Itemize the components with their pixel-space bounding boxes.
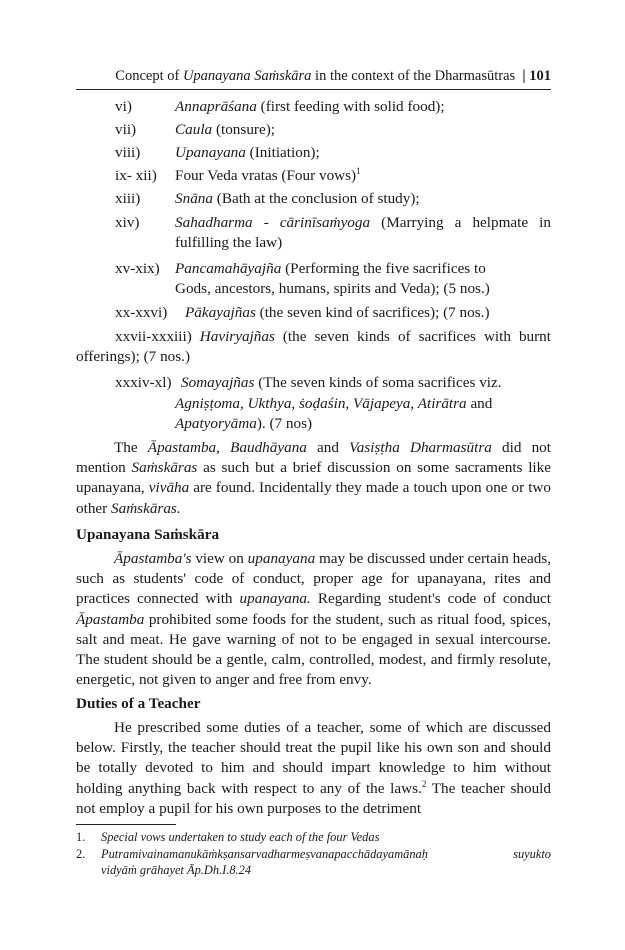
- list-item-number: xiii): [115, 190, 141, 207]
- list-item-number: xxxiv-xl): [115, 374, 172, 391]
- list-item-desc: (Bath at the conclusion of study);: [212, 190, 420, 207]
- list-item: [115, 166, 551, 186]
- header-title-post: in the context of the Dharmasūtras: [311, 68, 516, 84]
- paragraph: [76, 438, 551, 519]
- para-italic: Saṁskāras.: [111, 499, 181, 517]
- para-italic: Āpastamba's: [114, 550, 192, 567]
- list-item-desc-cont: ). (7 nos): [256, 415, 313, 432]
- list-item: [115, 143, 551, 163]
- list-item-desc: (Performing the five sacrifices to: [281, 260, 486, 277]
- list-item-term: Apatyoryāma: [175, 415, 257, 432]
- footnote-text: Putramivainamanukāṁkṣansarvadharmeṣvanapacchādayamānaḥ suyukto: [101, 847, 551, 861]
- list-item-desc: (Initiation);: [245, 144, 320, 161]
- para-italic: Vasiṣṭha Dharmasūtra: [349, 439, 492, 456]
- list-item-number: xx-xxvi): [115, 304, 168, 321]
- footnote-text-cont: vidyāṁ grāhayet Āp.Dh.I.8.24: [101, 863, 252, 877]
- para-text: view on: [191, 550, 248, 567]
- para-italic: upanayana.: [239, 590, 311, 608]
- header-rule: [76, 89, 551, 90]
- list-item: [115, 120, 551, 140]
- list-item-number: xxvii-xxxiii): [115, 328, 192, 345]
- para-text: The: [114, 439, 148, 456]
- list-item: [115, 303, 551, 323]
- para-text: ,: [216, 439, 231, 456]
- running-header: [76, 66, 551, 86]
- list-item-number: ix- xii): [115, 167, 157, 184]
- para-text: and: [306, 439, 350, 456]
- list-item: [115, 259, 551, 299]
- paragraph: [76, 718, 551, 819]
- para-text: He prescribed some duties of a teacher, some of which are discussed below. Firstly, the teacher should treat the pupil like his own son and should be totally devoted to him and should impart knowledge to him without holding anything back with respect to any of the laws.: [76, 719, 551, 797]
- footnote-rule: [76, 824, 176, 825]
- list-item-terms: Agniṣṭoma, Ukthya, ṡoḍaśin, Vājapeya, Atirātra: [175, 395, 467, 412]
- para-italic: Āpastamba: [76, 610, 145, 628]
- list-item-term: Pancamahāyajña: [175, 260, 282, 277]
- para-italic: vivāha: [148, 479, 190, 497]
- header-title-pre: Concept of: [115, 68, 183, 84]
- footnote: [76, 846, 551, 878]
- list-item-cont: [115, 394, 551, 434]
- list-item: [115, 373, 551, 393]
- footnote-number: 1.: [76, 830, 86, 844]
- para-text: may be discussed under certain heads, such as students' code of conduct, proper age for upanayana, rites and practices connected with: [76, 550, 552, 608]
- list-item-desc: (Marrying a helpmate in fulfilling the law): [175, 214, 551, 251]
- list-item-term: Snāna: [175, 190, 213, 207]
- list-item-wrapped: [76, 327, 551, 367]
- section-heading: Upanayana Saṁskāra: [76, 526, 220, 543]
- footnote-number: 2.: [76, 847, 86, 861]
- list-item-number: vii): [115, 121, 137, 138]
- list-item-term: Pākayajñas: [185, 304, 256, 321]
- list-item: [115, 213, 551, 253]
- para-italic: Baudhāyana: [230, 439, 307, 456]
- list-item-number: xv-xix): [115, 260, 160, 277]
- list-item-desc-cont: offerings); (7 nos.): [76, 348, 191, 366]
- para-text: as such but a brief discussion on some sacraments like upanayana,: [76, 459, 551, 497]
- footnote-text: Special vows undertaken to study each of the four Vedas: [101, 830, 380, 844]
- list-item-number: vi): [115, 98, 132, 115]
- list-item-desc: Four Veda vratas (Four vows): [175, 167, 357, 184]
- header-title-italic: Upanayana Saṁskāra: [182, 68, 312, 84]
- para-text: prohibited some foods for the student, such as ritual food, spices, salt and meat. He gave warning of not to be engaged in sexual intercourse. The student should be a gentle, calm, controlled, modest, and firmly resolute, energetic, not given to anger and free from envy.: [76, 610, 551, 689]
- list-item: [115, 97, 551, 117]
- paragraph: [76, 549, 551, 690]
- footnote-ref: 2: [421, 778, 427, 789]
- footnote-ref: 1: [356, 165, 361, 176]
- list-item-term: Annaprāśana: [175, 98, 257, 115]
- para-text: The teacher should not employ a pupil for his own purposes to the detriment: [76, 779, 551, 817]
- para-text: did not mention: [76, 439, 551, 477]
- para-italic: upanayana: [247, 550, 316, 567]
- list-item-term: Upanayana: [175, 144, 246, 161]
- list-item-desc: (tonsure);: [212, 121, 275, 138]
- para-italic: Saṁskāras: [131, 459, 198, 477]
- list-item-desc: (the seven kind of sacrifices); (7 nos.): [255, 304, 490, 321]
- list-item-term: Haviryajñas: [199, 328, 275, 345]
- list-item-term: Caula: [175, 121, 213, 138]
- para-italic: Āpastamba: [147, 439, 217, 456]
- list-item-term: Somayajñas: [181, 374, 255, 391]
- list-item-desc: (first feeding with solid food);: [256, 98, 445, 115]
- list-item-desc-cont: and: [466, 395, 493, 412]
- list-item-desc: (The seven kinds of soma sacrifices viz.: [254, 374, 502, 391]
- para-text: Regarding student's code of conduct: [310, 590, 551, 608]
- section-heading: Duties of a Teacher: [76, 695, 201, 712]
- list-item-desc: (the seven kinds of sacrifices with burnt: [274, 328, 551, 345]
- list-item-number: xiv): [115, 214, 140, 231]
- list-item: [115, 189, 551, 209]
- footnote: [76, 829, 551, 845]
- para-text: are found. Incidentally they made a touch upon one or two other: [76, 479, 551, 517]
- list-item-term: Sahadharma - cārinīsaṁyoga: [175, 214, 371, 231]
- page-number: | 101: [522, 68, 551, 84]
- list-item-number: viii): [115, 144, 141, 161]
- list-item-desc-cont: Gods, ancestors, humans, spirits and Veda); (5 nos.): [175, 280, 490, 297]
